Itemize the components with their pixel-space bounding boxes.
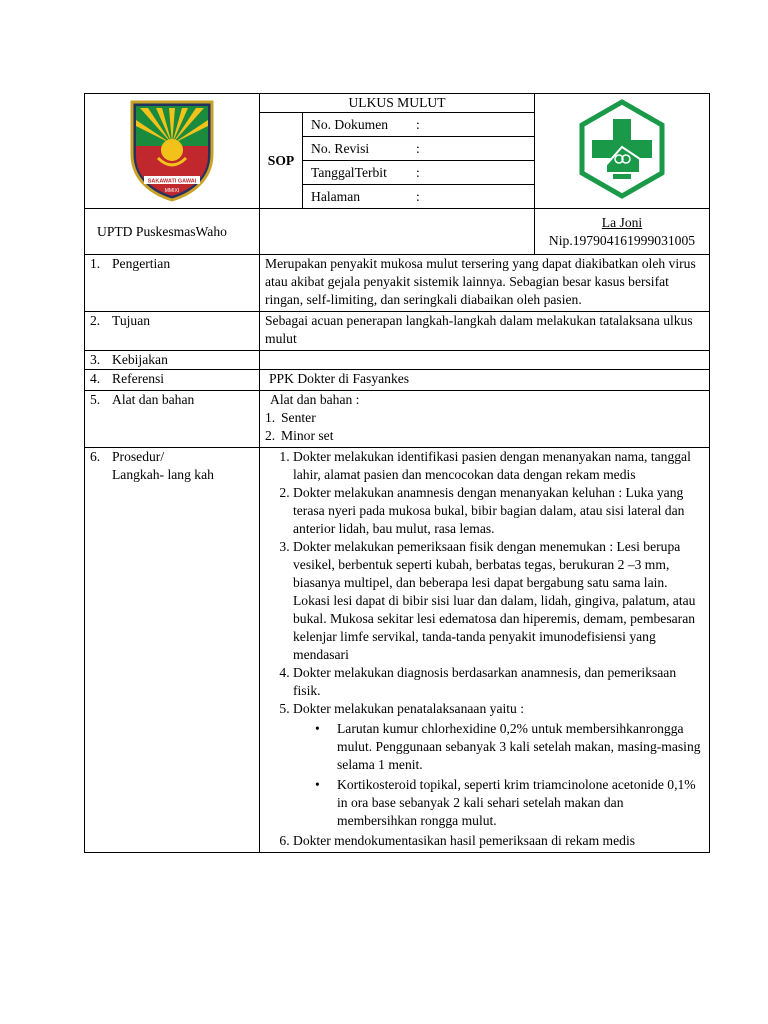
signer-cell	[535, 209, 710, 255]
sop-label: SOP	[260, 113, 303, 208]
label-tujuan: 2. Tujuan	[85, 312, 260, 351]
crest-sub-text: MMIXI	[164, 187, 180, 194]
left-logo-cell	[85, 94, 260, 209]
text-prosedur	[260, 448, 710, 853]
label-kebijakan: 3. Kebijakan	[85, 351, 260, 370]
empty-header-cell	[260, 209, 535, 255]
crest-banner-text: SAKAWATI GAWAI	[147, 178, 197, 184]
puskesmas-logo-icon	[576, 99, 668, 199]
procedure-step: 2. Dokter melakukan anamnesis dengan menanyakan keluhan : Luka yang terasa nyeri pada mukosa bukal, bibir bagian dalam, atau sisi lateral dan anterior lidah, bau mulut, rasa lemas.	[293, 484, 703, 538]
field-no-dokumen: No. Dokumen :	[303, 113, 534, 137]
procedure-steps	[265, 448, 703, 850]
doc-title: ULKUS MULUT	[260, 94, 534, 113]
org-name: UPTD PuskesmasWaho	[85, 209, 260, 255]
text-alat	[260, 391, 710, 448]
text-pengertian: Merupakan penyakit mukosa mulut tersering yang dapat diakibatkan oleh virus atau akibat gejala penyakit sistemik lainnya. Sebagian besar kasus bersifat ringan, self-limiting, dan seringkali diabaikan oleh pasien.	[260, 255, 710, 312]
alat-intro: Alat dan bahan :	[270, 392, 360, 407]
right-logo-cell	[535, 94, 710, 209]
procedure-step: 4. Dokter melakukan diagnosis berdasarkan anamnesis, dan pemeriksaan fisik.	[293, 664, 703, 700]
procedure-step: 1. Dokter melakukan identifikasi pasien dengan menanyakan nama, tanggal lahir, alamat pasien dan mencocokan data dengan rekam medis	[293, 448, 703, 484]
list-item: 2. Minor set	[265, 428, 334, 443]
sop-header-cell	[260, 94, 535, 209]
list-item: 1. Senter	[265, 410, 316, 425]
text-referensi: PPK Dokter di Fasyankes	[260, 370, 710, 391]
field-no-revisi: No. Revisi :	[303, 137, 534, 161]
regency-crest-icon	[126, 96, 218, 202]
procedure-step: 6. Dokter mendokumentasikan hasil pemeriksaan di rekam medis	[293, 832, 703, 850]
alat-list	[265, 409, 703, 445]
field-halaman: Halaman :	[311, 188, 420, 204]
sop-document	[84, 93, 709, 853]
procedure-step-with-sublist: 5. Dokter melakukan penatalaksanaan yaitu : • Larutan kumur chlorhexidine 0,2% untuk membersihkanrongga mulut. Penggunaan sebanyak 3 kali setelah makan, masing-masing selama 1 menit. • Kortikosteroid topikal, seperti krim triamcinolone acetonide 0,1% in ora base sebanyak 2 kali sehari setelah makan dan membersihkan rongga mulut.	[293, 700, 703, 830]
signer-name: La Joni	[601, 214, 643, 230]
signer-nip: Nip.197904161999031005	[548, 232, 696, 248]
text-tujuan: Sebagai acuan penerapan langkah-langkah dalam melakukan tatalaksana ulkus mulut	[260, 312, 710, 351]
sop-table	[84, 93, 710, 853]
field-tanggal-terbit: TanggalTerbit :	[303, 161, 534, 185]
treatment-item: • Kortikosteroid topikal, seperti krim triamcinolone acetonide 0,1% in ora base sebanyak 2 kali sehari setelah makan dan membersihkan rongga mulut.	[337, 776, 703, 830]
label-prosedur: 6. Prosedur/ Langkah- lang kah	[85, 448, 260, 853]
label-pengertian: 1. Pengertian	[85, 255, 260, 312]
treatment-item: • Larutan kumur chlorhexidine 0,2% untuk membersihkanrongga mulut. Penggunaan sebanyak 3 kali setelah makan, masing-masing selama 1 menit.	[337, 720, 703, 774]
label-alat: 5. Alat dan bahan	[85, 391, 260, 448]
treatment-list	[293, 720, 703, 830]
label-referensi: 4. Referensi	[85, 370, 260, 391]
procedure-step: 3. Dokter melakukan pemeriksaan fisik dengan menemukan : Lesi berupa vesikel, berbentuk seperti kubah, berbatas tegas, berukuran 2 –3 mm, biasanya multipel, dan beberapa lesi dapat bergabung satu sama lain. Lokasi lesi dapat di bibir sisi luar dan dalam, lidah, gingiva, palatum, atau bukal. Mukosa sekitar lesi edematosa dan hiperemis, demam, pembesaran kelenjar limfe servikal, tanda-tanda penyakit imunodefisiensi yang mendasari	[293, 538, 703, 664]
text-kebijakan	[260, 351, 710, 370]
